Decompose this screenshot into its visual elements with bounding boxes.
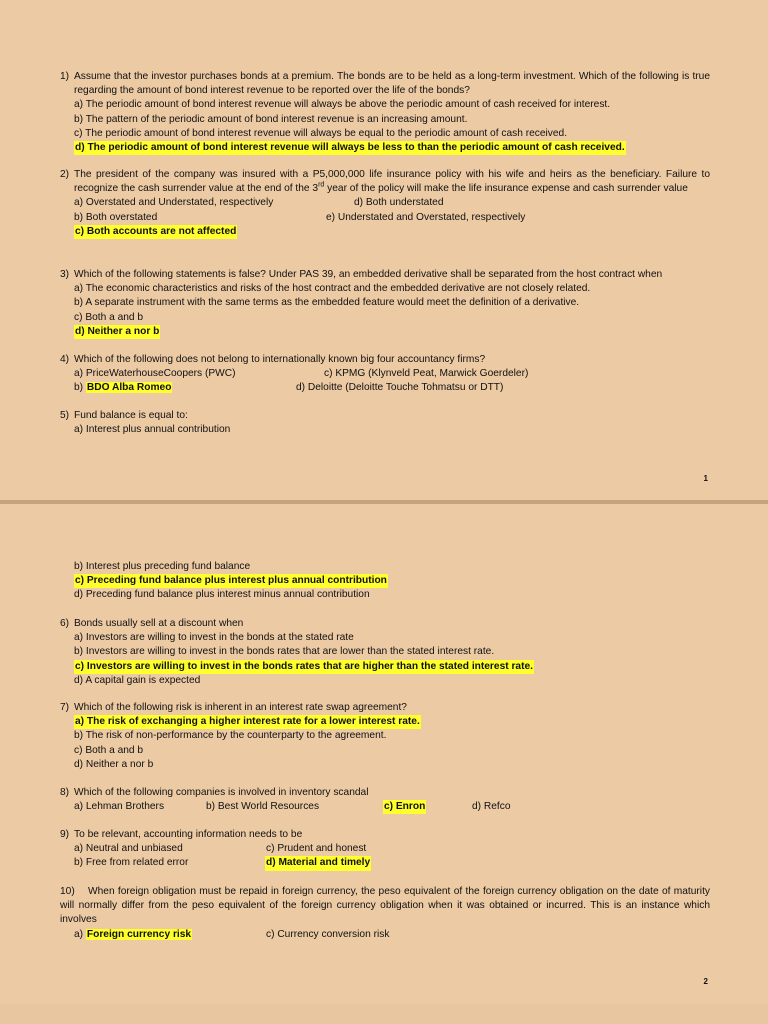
option-c: c) Prudent and honest [266, 843, 367, 855]
question-text: To be relevant, accounting information needs to be [74, 829, 303, 840]
question-7 [60, 701, 710, 772]
question-number: 1) [60, 71, 70, 82]
question-5 [60, 409, 710, 437]
option-c-answer: c) Preceding fund balance plus interest plus annual contribution [74, 574, 388, 588]
option-d: d) A capital gain is expected [74, 674, 201, 686]
option-b: b) A separate instrument with the same terms as the embedded feature would meet the definition of a derivative. [74, 297, 580, 309]
option-a: a) PriceWaterhouseCoopers (PWC) [74, 368, 236, 380]
option-b: b) The pattern of the periodic amount of bond interest revenue is an increasing amount. [74, 113, 468, 125]
page-number: 2 [703, 977, 708, 986]
option-b-answer: BDO Alba Romeo [86, 382, 172, 394]
option-c: c) The periodic amount of bond interest revenue will always be equal to the periodic amount of cash received. [74, 127, 568, 139]
option-c: c) Both a and b [74, 311, 144, 323]
question-10 [60, 885, 710, 942]
option-a: a) Investors are willing to invest in the bonds at the stated rate [74, 632, 354, 644]
question-number: 8) [60, 787, 70, 798]
question-text: Bonds usually sell at a discount when [74, 618, 244, 629]
option-c: c) KPMG (Klynveld Peat, Marwick Goerdeler) [324, 368, 529, 380]
question-2 [60, 168, 710, 239]
question-number: 6) [60, 618, 70, 629]
option-b: b) Interest plus preceding fund balance [74, 561, 251, 572]
question-number: 10) [60, 886, 75, 897]
option-b: b) The risk of non-performance by the counterparty to the agreement. [74, 730, 387, 742]
option-e: e) Understated and Overstated, respectively [326, 211, 526, 223]
option-c: c) Both a and b [74, 744, 144, 756]
option-b: b) Both overstated [74, 211, 158, 223]
question-text: The president of the company was insured with a P5,000,000 life insurance policy with his wife and heirs as the beneficiary. Failure to recognize the cash surrender value at the end of the 3rd year of the policy will make the life insurance expense and cash surrender value [74, 169, 710, 195]
option-c-answer: c) Enron [383, 800, 426, 814]
option-a: a) Neutral and unbiased [74, 843, 183, 855]
question-3 [60, 268, 710, 339]
option-d: d) Deloitte (Deloitte Touche Tohmatsu or DTT) [296, 382, 504, 394]
option-a: a) The periodic amount of bond interest revenue will always be above the periodic amount of cash received for interest. [74, 99, 611, 111]
option-d: d) Refco [472, 801, 511, 813]
question-text: Fund balance is equal to: [74, 410, 188, 421]
option-b: b) Best World Resources [206, 801, 320, 813]
page-number: 1 [703, 474, 708, 483]
question-number: 7) [60, 702, 70, 713]
question-number: 9) [60, 829, 70, 840]
option-a-answer: Foreign currency risk [86, 928, 192, 940]
question-number: 2) [60, 169, 70, 180]
option-d: d) Both understated [354, 197, 444, 209]
option-d-answer: d) The periodic amount of bond interest revenue will always be less to than the periodic amount of cash received. [74, 141, 626, 155]
question-9 [60, 828, 710, 871]
option-a: a) Overstated and Understated, respectively [74, 197, 274, 209]
question-text: Which of the following risk is inherent in an interest rate swap agreement? [74, 702, 407, 713]
option-c: c) Currency conversion risk [266, 928, 390, 940]
question-6 [60, 617, 710, 688]
question-number: 3) [60, 269, 70, 280]
question-number: 4) [60, 354, 70, 365]
option-a-answer: a) The risk of exchanging a higher interest rate for a lower interest rate. [74, 715, 421, 729]
option-a: a) Interest plus annual contribution [74, 424, 231, 436]
question-4 [60, 353, 710, 396]
question-text: Which of the following statements is false? Under PAS 39, an embedded derivative shall be separated from the host contract when [74, 269, 663, 280]
option-d: d) Neither a nor b [74, 758, 154, 770]
option-c-answer: c) Both accounts are not affected [74, 225, 237, 239]
option-b: b) Investors are willing to invest in the bonds rates that are lower than the stated interest rate. [74, 646, 495, 658]
question-1 [60, 70, 710, 155]
question-text: Which of the following companies is involved in inventory scandal [74, 787, 369, 798]
document-page-1 [0, 0, 768, 500]
question-8 [60, 786, 710, 814]
question-text: When foreign obligation must be repaid in foreign currency, the peso equivalent of the foreign currency obligation on the date of maturity will normally differ from the peso equivalent of the foreign currency obligation when it was obtained or incurred. This is an instance which involves [60, 886, 710, 926]
option-a: a) The economic characteristics and risks of the host contract and the embedded derivative are not closely related. [74, 283, 591, 295]
option-a: a) Lehman Brothers [74, 801, 165, 813]
question-5-continued [74, 560, 714, 603]
question-text: Assume that the investor purchases bonds at a premium. The bonds are to be held as a long-term investment. Which of the following is true regarding the amount of bond interest revenue to be reported over the life of the bonds? [74, 71, 710, 97]
option-d-answer: d) Neither a nor b [74, 325, 160, 339]
option-c-answer: c) Investors are willing to invest in the bonds rates that are higher than the stated interest rate. [74, 660, 534, 674]
question-text: Which of the following does not belong to internationally known big four accountancy firms? [74, 354, 486, 365]
option-b: b) BDO Alba Romeo [74, 382, 172, 394]
option-d-answer: d) Material and timely [265, 856, 371, 870]
option-d: d) Preceding fund balance plus interest minus annual contribution [74, 589, 370, 601]
question-number: 5) [60, 410, 70, 421]
page-3-top-edge [0, 1004, 768, 1024]
option-b: b) Free from related error [74, 857, 189, 869]
option-a: a) Foreign currency risk [74, 928, 192, 940]
document-page-2 [0, 504, 768, 1004]
